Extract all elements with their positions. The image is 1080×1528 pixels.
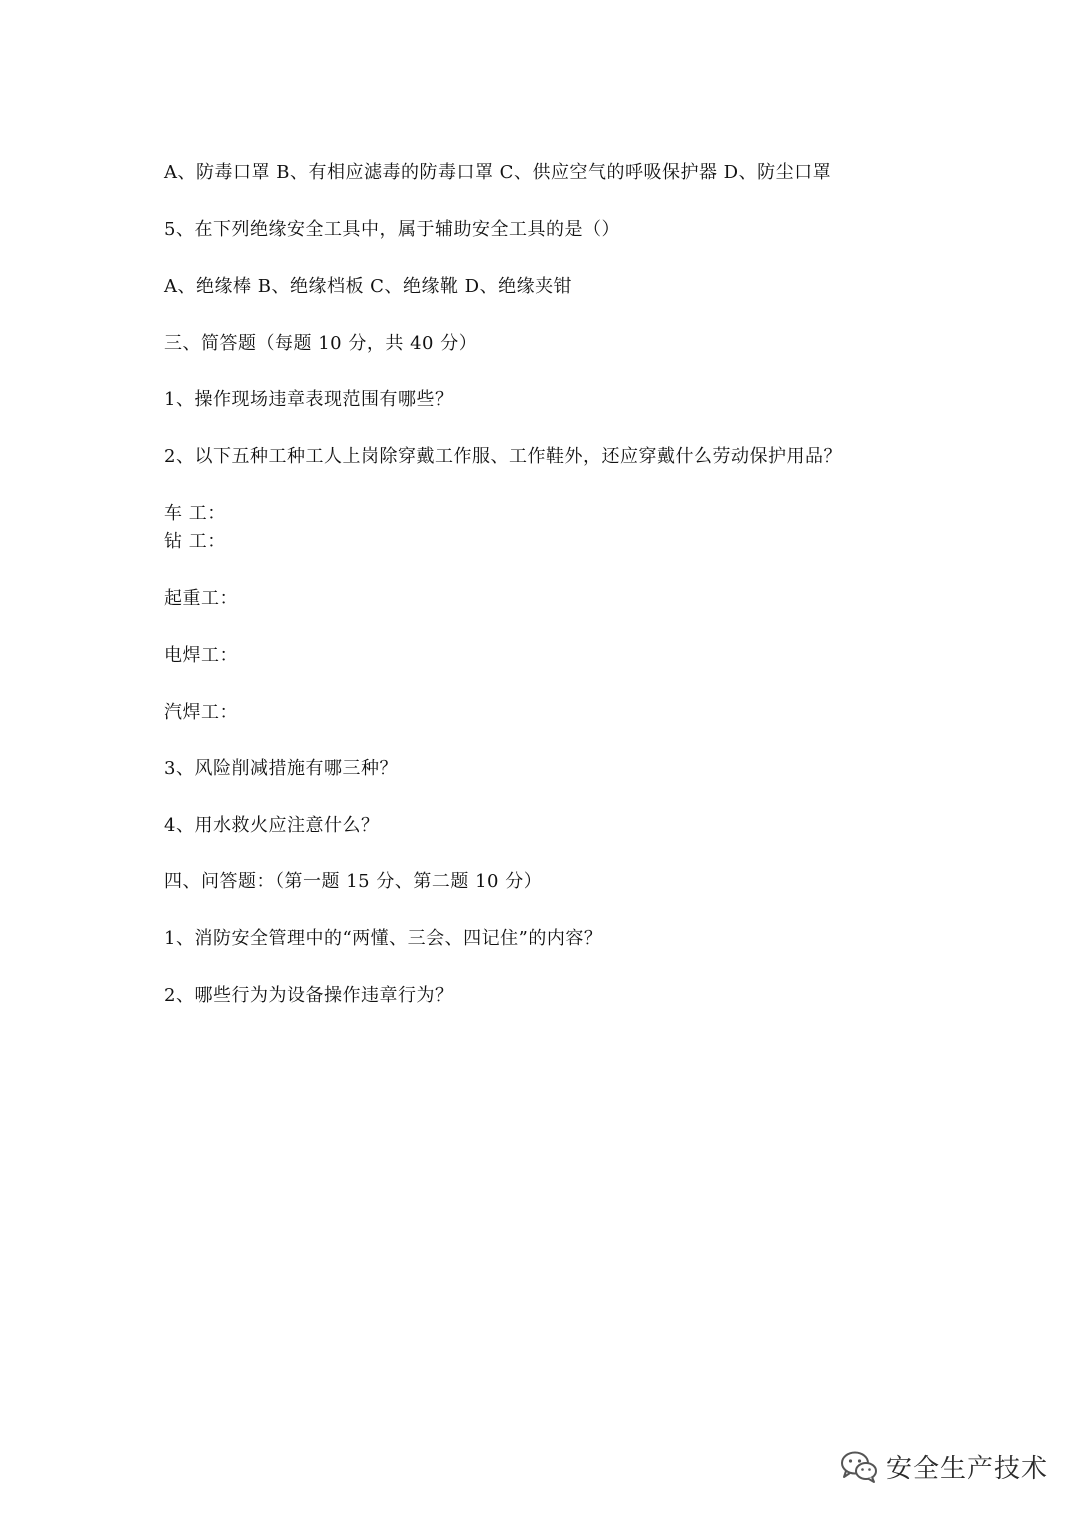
essay-question-2: 2、哪些行为为设备操作违章行为？ <box>164 985 454 1006</box>
wechat-icon <box>840 1450 878 1484</box>
wechat-watermark <box>840 1448 1048 1485</box>
short-answer-4: 4、用水救火应注意什么？ <box>164 815 380 836</box>
q5-options: A、绝缘棒 B、绝缘档板 C、绝缘靴 D、绝缘夹钳 <box>164 276 573 297</box>
answer-crane-operator: 起重工： <box>164 588 238 609</box>
essay-question-1: 1、消防安全管理中的“两懂、三会、四记住”的内容？ <box>164 928 603 949</box>
section-3-heading: 三、简答题（每题 10 分，共 40 分） <box>164 333 478 354</box>
short-answer-2: 2、以下五种工种工人上岗除穿戴工作服、工作鞋外，还应穿戴什么劳动保护用品？ <box>164 446 842 467</box>
short-answer-3: 3、风险削减措施有哪三种？ <box>164 758 398 779</box>
short-answer-1: 1、操作现场违章表现范围有哪些？ <box>164 389 454 410</box>
answer-driller: 钻 工： <box>164 531 226 552</box>
answer-gas-welder: 汽焊工： <box>164 702 238 723</box>
section-4-heading: 四、问答题：（第一题 15 分、第二题 10 分） <box>164 871 543 892</box>
answer-lathe-worker: 车 工： <box>164 503 226 524</box>
q4-options: A、防毒口罩 B、有相应滤毒的防毒口罩 C、供应空气的呼吸保护器 D、防尘口罩 <box>164 162 832 183</box>
answer-electric-welder: 电焊工： <box>164 645 238 666</box>
watermark-text: 安全生产技术 <box>885 1454 1048 1484</box>
question-5: 5、在下列绝缘安全工具中，属于辅助安全工具的是（） <box>164 219 620 240</box>
